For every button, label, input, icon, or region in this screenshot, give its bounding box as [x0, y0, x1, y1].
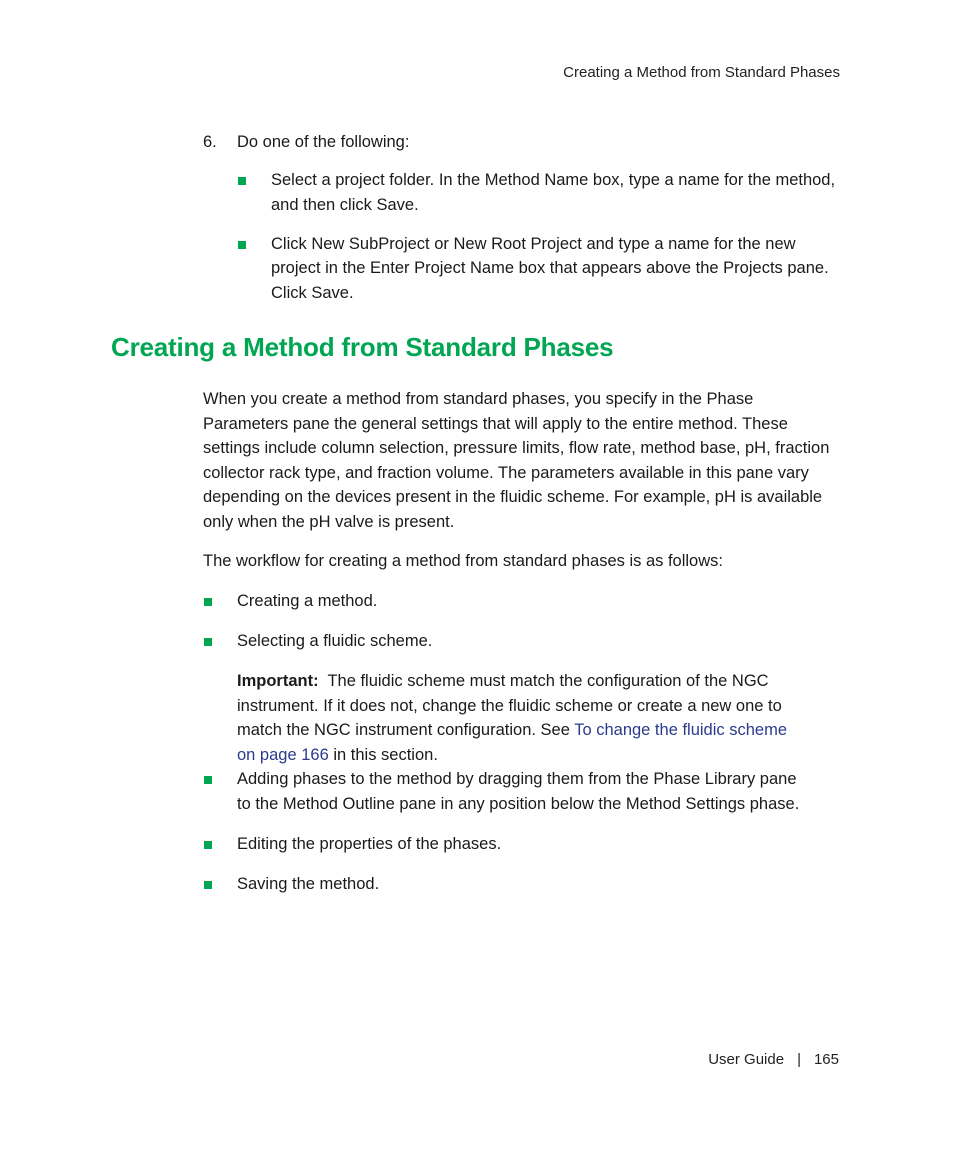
running-header: Creating a Method from Standard Phases — [563, 64, 840, 81]
intro-paragraph: When you create a method from standard phases, you specify in the Phase Parameters pane the general settings that will apply to the entire method. These settings include column selection, pressure limits, flow rate, method base, pH, fraction collector rack type, and fraction volume. The parameters available in this pane vary depending on the devices present in the fluidic scheme. For example, pH is available only when the pH valve is present. — [203, 390, 830, 531]
square-bullet-icon — [204, 598, 212, 606]
footer-separator: | — [797, 1051, 801, 1068]
important-note — [203, 669, 803, 767]
list-item — [203, 832, 803, 857]
important-text: The fluidic scheme must match the configuration of the NGC instrument. If it does not, change the fluidic scheme or create a new one to match the NGC instrument configuration. See — [237, 672, 782, 739]
square-bullet-icon — [204, 638, 212, 646]
section-heading: Creating a Method from Standard Phases — [111, 332, 614, 362]
square-bullet-icon — [238, 177, 246, 185]
list-item — [237, 168, 837, 217]
step-text: Do one of the following: — [237, 133, 410, 151]
square-bullet-icon — [204, 881, 212, 889]
step-number: 6. — [203, 133, 217, 151]
list-item — [203, 589, 803, 614]
square-bullet-icon — [204, 776, 212, 784]
option-text: Click New SubProject or New Root Project and type a name for the new project in the Enter Project Name box that appears above the Projects pane. Click Save. — [271, 234, 829, 302]
list-item — [203, 872, 803, 897]
workflow-lead-paragraph: The workflow for creating a method from standard phases is as follows: — [203, 552, 723, 570]
important-text-end: in this section. — [328, 745, 438, 764]
page-number: 165 — [813, 1051, 839, 1068]
workflow-step-text: Editing the properties of the phases. — [237, 834, 502, 853]
workflow-step-text: Adding phases to the method by dragging them from the Phase Library pane to the Method Outline pane in any position below the Method Settings phase. — [237, 770, 800, 813]
workflow-list — [203, 589, 803, 896]
important-label: Important: — [237, 672, 319, 690]
cross-reference-link[interactable]: To change the fluidic scheme on page 166 — [237, 721, 787, 764]
step-6 — [203, 130, 409, 155]
workflow-step-text: Creating a method. — [237, 592, 378, 610]
option-text: Select a project folder. In the Method Name box, type a name for the method, and then click Save. — [271, 171, 836, 214]
square-bullet-icon — [204, 841, 212, 849]
workflow-step-text: Saving the method. — [237, 874, 380, 893]
list-item — [203, 767, 803, 816]
list-item — [237, 232, 837, 306]
footer-guide-label: User Guide — [708, 1051, 785, 1068]
page-footer — [708, 1051, 839, 1068]
workflow-step-text: Selecting a fluidic scheme. — [237, 632, 433, 650]
list-item — [203, 629, 803, 654]
step-options-list — [237, 168, 837, 305]
square-bullet-icon — [238, 241, 246, 249]
